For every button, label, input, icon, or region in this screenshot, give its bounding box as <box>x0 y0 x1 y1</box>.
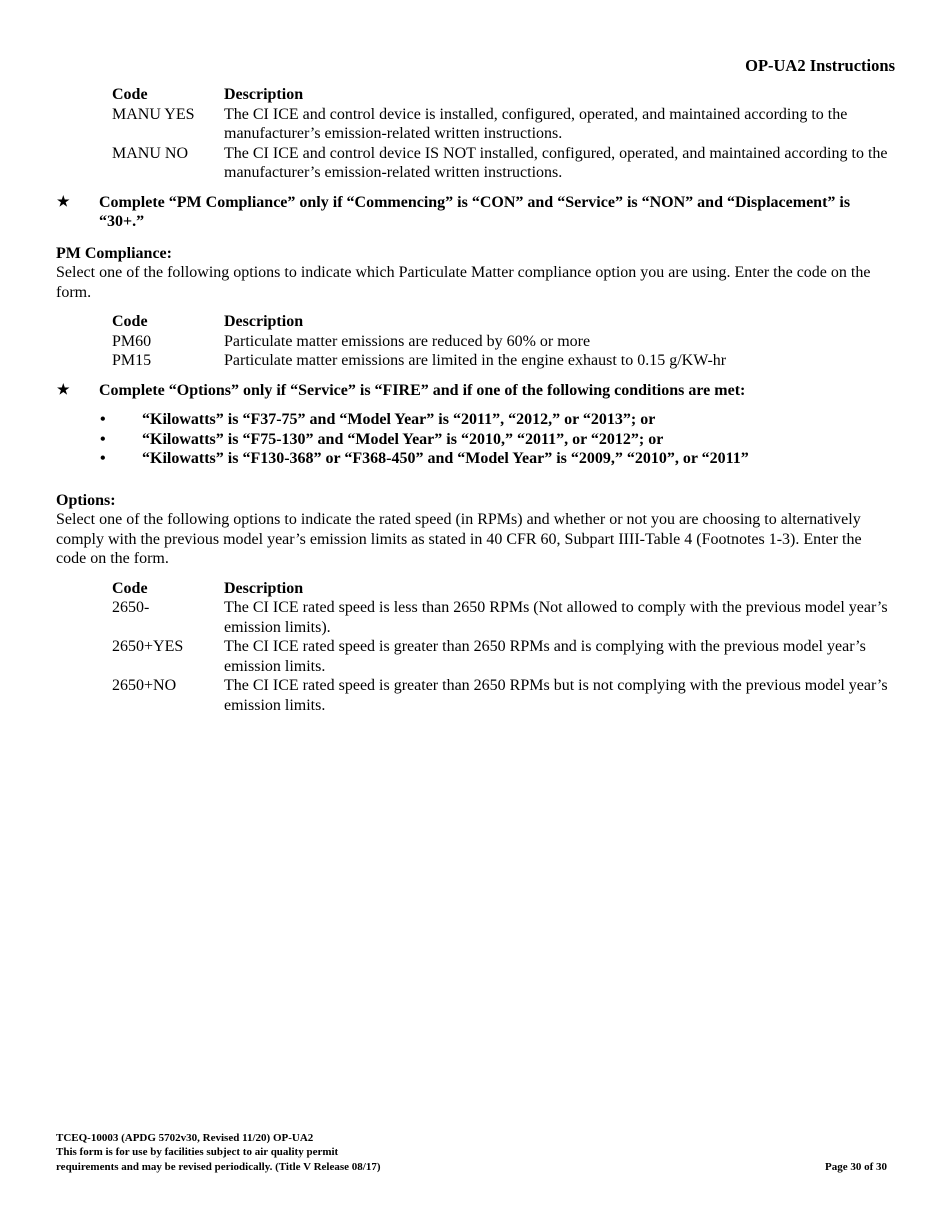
column-header-description: Description <box>224 313 304 330</box>
bullet-icon: • <box>100 450 106 467</box>
options-code-table <box>112 579 894 716</box>
list-item <box>56 449 894 469</box>
bullet-icon: • <box>100 430 106 448</box>
condition-text: “Kilowatts” is “F37-75” and “Model Year” is “2011”, “2012,” or “2013”; or <box>142 411 656 428</box>
description-cell: The CI ICE rated speed is greater than 2650 RPMs and is complying with the previous model year’s emission limits. <box>224 638 866 675</box>
code-cell: 2650+YES <box>112 638 184 655</box>
document-body <box>56 85 894 715</box>
description-cell: The CI ICE rated speed is greater than 2650 RPMs but is not complying with the previous model year’s emission limits. <box>224 677 888 714</box>
pm-compliance-note <box>56 193 894 232</box>
note-text: Complete “Options” only if “Service” is “FIRE” and if one of the following conditions are met: <box>99 381 746 399</box>
section-title-options: Options: <box>56 491 116 509</box>
table-row <box>112 332 894 352</box>
description-cell: The CI ICE and control device IS NOT installed, configured, operated, and maintained according to the manufacturer’s emission-related written instructions. <box>224 144 888 181</box>
conditions-list <box>56 410 894 469</box>
description-cell: The CI ICE rated speed is less than 2650 RPMs (Not allowed to comply with the previous model year’s emission limits). <box>224 599 888 636</box>
table-row <box>112 676 894 715</box>
list-item <box>56 410 894 430</box>
table-header-row <box>112 579 894 599</box>
bullet-icon: • <box>100 411 106 428</box>
section-title-pm-compliance: PM Compliance: <box>56 244 172 262</box>
manu-code-table <box>112 85 894 183</box>
pm-code-table <box>112 312 894 371</box>
table-header-row <box>112 85 894 105</box>
condition-text: “Kilowatts” is “F75-130” and “Model Year” is “2010,” “2011”, or “2012”; or <box>142 430 664 448</box>
table-row <box>112 105 894 144</box>
note-text: Complete “PM Compliance” only if “Commencing” is “CON” and “Service” is “NON” and “Displacement” is “30+.” <box>99 193 851 230</box>
condition-text: “Kilowatts” is “F130-368” or “F368-450” and “Model Year” is “2009,” “2010”, or “2011” <box>142 450 749 467</box>
section-intro: Select one of the following options to indicate which Particulate Matter compliance option you are using. Enter the code on the form. <box>56 264 871 301</box>
column-header-description: Description <box>224 86 304 103</box>
page-header-title: OP-UA2 Instructions <box>745 56 895 75</box>
code-cell: PM60 <box>112 332 152 350</box>
star-icon: ★ <box>57 382 70 398</box>
footer-line: requirements and may be revised periodically. (Title V Release 08/17) <box>56 1160 381 1173</box>
table-row <box>112 637 894 676</box>
footer-line: This form is for use by facilities subject to air quality permit <box>56 1146 339 1159</box>
column-header-code: Code <box>112 313 148 330</box>
description-cell: Particulate matter emissions are limited in the engine exhaust to 0.15 g/KW-hr <box>224 352 727 369</box>
code-cell: PM15 <box>112 352 152 369</box>
description-cell: The CI ICE and control device is installed, configured, operated, and maintained according to the manufacturer’s emission-related written instructions. <box>224 105 848 142</box>
column-header-code: Code <box>112 579 148 597</box>
table-row <box>112 598 894 637</box>
page-number: Page 30 of 30 <box>824 1161 887 1173</box>
footer-line: TCEQ-10003 (APDG 5702v30, Revised 11/20) OP-UA2 <box>56 1132 314 1144</box>
footer-form-info <box>56 1131 380 1174</box>
column-header-description: Description <box>224 579 304 597</box>
code-cell: MANU NO <box>112 144 188 162</box>
description-cell: Particulate matter emissions are reduced by 60% or more <box>224 332 591 350</box>
table-header-row <box>112 312 894 332</box>
list-item <box>56 430 894 450</box>
table-row <box>112 144 894 183</box>
code-cell: 2650+NO <box>112 677 177 694</box>
star-icon: ★ <box>57 194 70 210</box>
section-intro: Select one of the following options to indicate the rated speed (in RPMs) and whether or not you are choosing to alternatively comply with the previous model year’s emission limits as stated in 40 CFR 60, Subpart IIII-Table 4 (Footnotes 1-3). Enter the code on the form. <box>56 511 862 567</box>
code-cell: 2650- <box>112 599 150 616</box>
column-header-code: Code <box>112 86 148 103</box>
options-note <box>56 381 894 401</box>
table-row <box>112 351 894 371</box>
code-cell: MANU YES <box>112 105 195 123</box>
